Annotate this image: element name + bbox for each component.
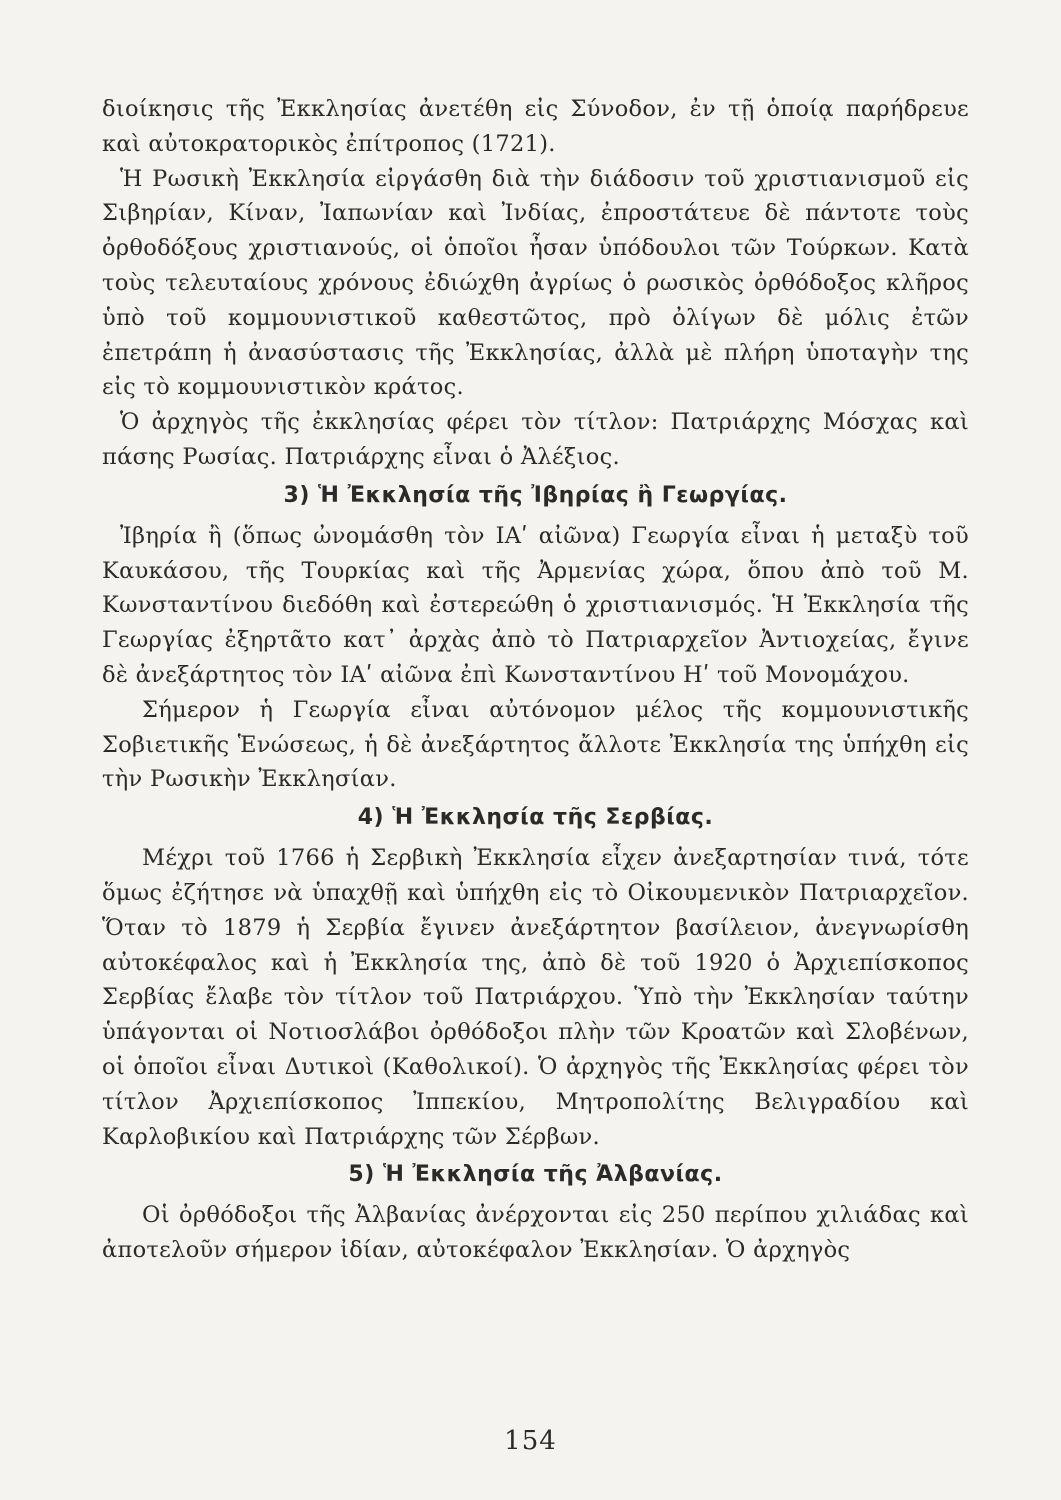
section-heading: 4) Ἡ Ἐκκλησία τῆς Σερβίας. <box>357 805 714 831</box>
page-number: 154 <box>504 1426 557 1456</box>
paragraph: Μέχρι τοῦ 1766 ἡ Σερβικὴ Ἐκκλησία εἶχεν ἀνεξαρτησίαν τινά, τότε ὅμως ἐζήτησε νὰ ὑπαχθῇ καὶ ὑπήχθη εἰς τὸ Οἰκουμενικὸν Πατριαρχεῖον. Ὅταν τὸ 1879 ἡ Σερβία ἔγινεν ἀνεξάρτητον βασίλειον, ἀνεγνωρίσθη αὐτοκέφαλος καὶ ἡ Ἐκκλησία της, ἀπὸ δὲ τοῦ 1920 ὁ Ἀρχιεπίσκοπος Σερβίας ἔλαβε τὸν τίτλον τοῦ Πατριάρχου. Ὑπὸ τὴν Ἐκκλησίαν ταύτην ὑπάγονται οἱ Νοτιοσλάβοι ὀρθόδοξοι πλὴν τῶν Κροατῶν καὶ Σλοβένων, οἱ ὁποῖοι εἶναι Δυτικοὶ (Καθολικοί). Ὁ ἀρχηγὸς τῆς Ἐκκλησίας φέρει τὸν τίτλον Ἀρχιεπίσκοπος Ἰππεκίου, Μητροπολίτης Βελιγραδίου καὶ Καρλοβικίου καὶ Πατριάρχης τῶν Σέρβων. <box>102 845 969 1150</box>
paragraph: Οἱ ὀρθόδοξοι τῆς Ἀλβανίας ἀνέρχονται εἰς 250 περίπου χιλιάδας καὶ ἀποτελοῦν σήμερον ἰδίαν, αὐτοκέφαλον Ἐκκλησίαν. Ὁ ἀρχηγὸς <box>102 1202 969 1264</box>
body-text <box>102 92 969 1268</box>
paragraph: Σήμερον ἡ Γεωργία εἶναι αὐτόνομον μέλος τῆς κομμουνιστικῆς Σοβιετικῆς Ἑνώσεως, ἡ δὲ ἀνεξάρτητος ἄλλοτε Ἐκκλησία της ὑπήχθη εἰς τὴν Ρωσικὴν Ἐκκλησίαν. <box>102 696 969 793</box>
paragraph: Ἡ Ρωσικὴ Ἐκκλησία εἰργάσθη διὰ τὴν διάδοσιν τοῦ χριστιανισμοῦ εἰς Σιβηρίαν, Κίναν, Ἰαπωνίαν καὶ Ἰνδίας, ἐπροστάτευε δὲ πάντοτε τοὺς ὀρθοδόξους χριστιανούς, οἱ ὁποῖοι ἦσαν ὑπόδουλοι τῶν Τούρκων. Κατὰ τοὺς τελευταίους χρόνους ἐδιώχθη ἀγρίως ὁ ρωσικὸς ὀρθόδοξος κλῆρος ὑπὸ τοῦ κομμουνιστικοῦ καθεστῶτος, πρὸ ὀλίγων δὲ μόλις ἐτῶν ἐπετράπη ἡ ἀνασύστασις τῆς Ἐκκλησίας, ἀλλὰ μὲ πλήρη ὑποταγὴν της εἰς τὸ κομμουνιστικὸν κράτος. <box>102 165 969 401</box>
section-heading: 3) Ἡ Ἐκκλησία τῆς Ἰβηρίας ἢ Γεωργίας. <box>283 482 788 508</box>
paragraph: Ἰβηρία ἢ (ὅπως ὠνομάσθη τὸν ΙΑʹ αἰῶνα) Γεωργία εἶναι ἡ μεταξὺ τοῦ Καυκάσου, τῆς Τουρκίας καὶ τῆς Ἀρμενίας χώρα, ὅπου ἀπὸ τοῦ Μ. Κωνσταντίνου διεδόθη καὶ ἐστερεώθη ὁ χριστιανισμός. Ἡ Ἐκκλησία τῆς Γεωργίας ἐξηρτᾶτο κατ᾽ ἀρχὰς ἀπὸ τὸ Πατριαρχεῖον Ἀντιοχείας, ἔγινε δὲ ἀνεξάρτητος τὸν ΙΑʹ αἰῶνα ἐπὶ Κωνσταντίνου Ηʹ τοῦ Μονομάχου. <box>102 522 969 688</box>
section-heading: 5) Ἡ Ἐκκλησία τῆς Ἀλβανίας. <box>348 1162 723 1188</box>
paragraph: διοίκησις τῆς Ἐκκλησίας ἀνετέθη εἰς Σύνοδον, ἐν τῇ ὁποίᾳ παρήδρευε καὶ αὐτοκρατορικὸς ἐπίτροπος (1721). <box>102 96 969 157</box>
paragraph: Ὁ ἀρχηγὸς τῆς ἐκκλησίας φέρει τὸν τίτλον: Πατριάρχης Μόσχας καὶ πάσης Ρωσίας. Πατριάρχης εἶναι ὁ Ἀλέξιος. <box>102 409 969 470</box>
